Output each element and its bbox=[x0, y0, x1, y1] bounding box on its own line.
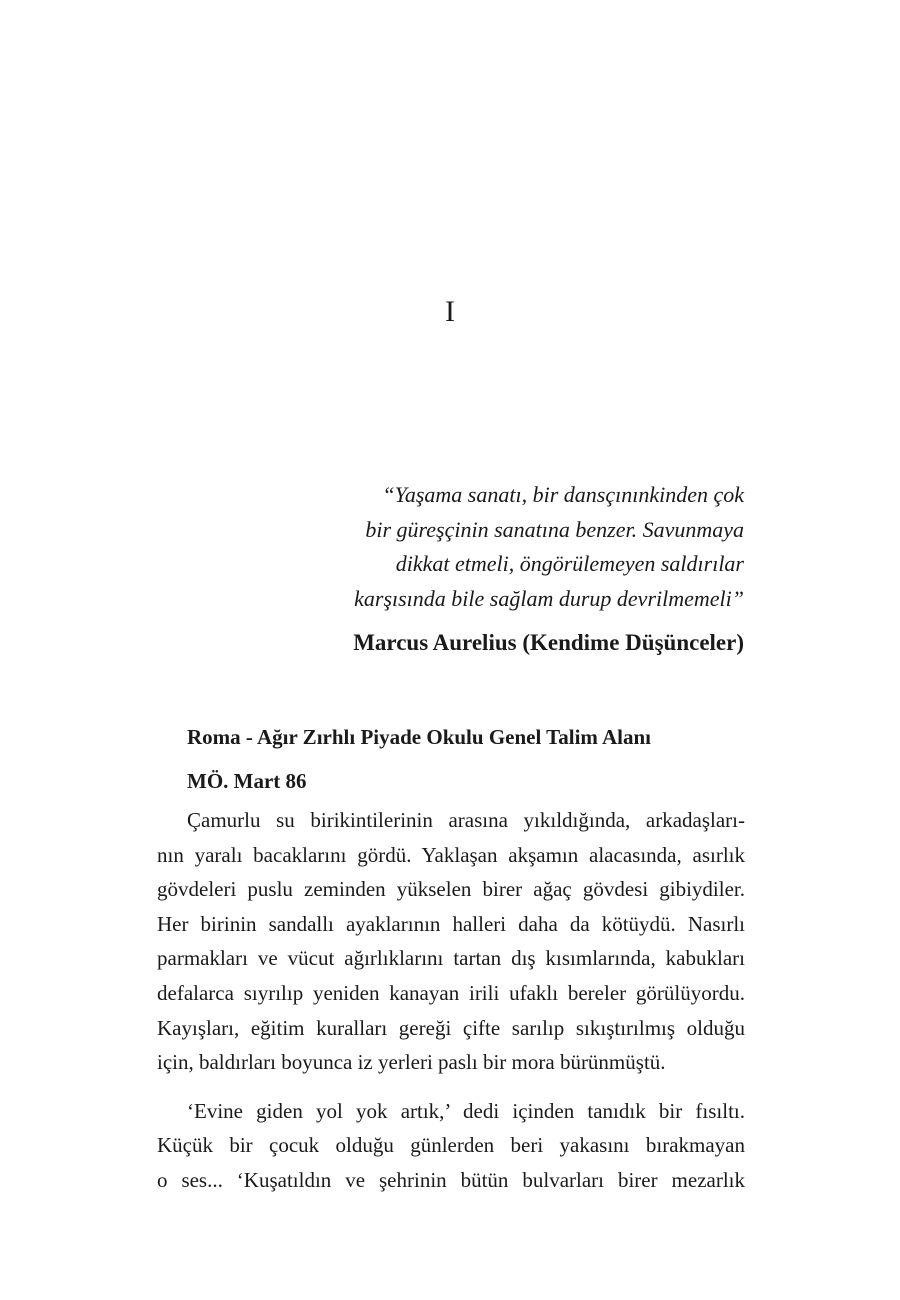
epigraph-source: Marcus Aurelius (Kendime Düşünceler) bbox=[353, 630, 744, 655]
epigraph bbox=[224, 478, 744, 660]
paragraph bbox=[157, 803, 745, 1080]
paragraph bbox=[157, 1094, 745, 1198]
text-line: ‘Evine giden yol yok artık,’ dedi içinden tanıdık bir fısıltı. bbox=[187, 1098, 745, 1123]
epigraph-line: bir güreşçinin sanatına benzer. Savunmaya bbox=[365, 516, 744, 542]
text-line: Küçük bir çocuk olduğu günlerden beri yakasını bırakmayan bbox=[157, 1133, 745, 1158]
text-line: Kayışları, eğitim kuralları gereği çifte sarılıp sıkıştırılmış olduğu bbox=[157, 1015, 745, 1040]
text-line: için, baldırları boyunca iz yerleri paslı bir mora bürünmüştü. bbox=[157, 1050, 666, 1075]
text-line: gövdeleri puslu zeminden yükselen birer ağaç gövdesi gibiydiler. bbox=[157, 877, 745, 902]
text-line: parmakları ve vücut ağırlıklarını tartan dış kısımlarında, kabukları bbox=[157, 946, 745, 971]
section-date-heading: MÖ. Mart 86 bbox=[187, 769, 307, 793]
text-line: Çamurlu su birikintilerinin arasına yıkıldığında, arkadaşları- bbox=[187, 808, 745, 832]
text-line: Her birinin sandallı ayaklarının halleri daha da kötüydü. Nasırlı bbox=[157, 911, 745, 936]
body-text bbox=[157, 803, 745, 1198]
epigraph-line: dikkat etmeli, öngörülemeyen saldırılar bbox=[395, 551, 744, 576]
chapter-number: I bbox=[445, 295, 455, 328]
text-line: defalarca sıyrılıp yeniden kanayan irili ufaklı bereler görülüyordu. bbox=[157, 980, 745, 1005]
epigraph-line: “Yaşama sanatı, bir dansçınınkinden çok bbox=[382, 482, 744, 507]
epigraph-line: karşısında bile sağlam durup devrilmemeli” bbox=[354, 585, 744, 611]
text-line: nın yaralı bacaklarını gördü. Yaklaşan akşamın alacasında, asırlık bbox=[157, 842, 745, 867]
text-line: o ses... ‘Kuşatıldın ve şehrinin bütün bulvarları birer mezarlık bbox=[157, 1167, 745, 1192]
section-place-heading: Roma - Ağır Zırhlı Piyade Okulu Genel Talim Alanı bbox=[187, 725, 652, 749]
